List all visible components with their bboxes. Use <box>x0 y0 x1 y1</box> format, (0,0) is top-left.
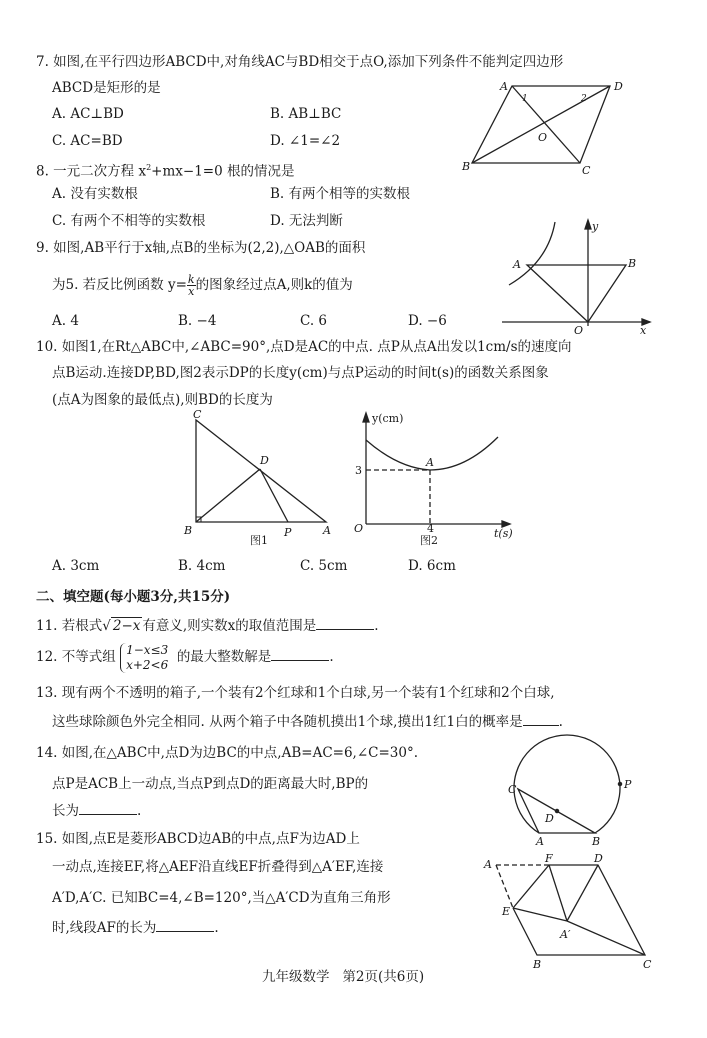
q7-option-b: B. AB⊥BC <box>270 106 342 122</box>
point-p <box>618 782 621 785</box>
q13-stem-2-text: 这些球除颜色外完全相同. 从两个箱子中各随机摸出1个球,摸出1红1白的概率是 <box>52 714 523 730</box>
q9-option-b: B. −4 <box>178 313 217 329</box>
label-c: C <box>643 958 652 971</box>
q7-option-d: D. ∠1=∠2 <box>270 133 341 149</box>
label-d: D <box>545 812 554 825</box>
q10-stem-2: 点B运动.连接DP,BD,图2表示DP的长度y(cm)与点P运动的时间t(s)的函数关系图象 <box>52 365 549 381</box>
segment-a1d <box>567 865 598 921</box>
q7-stem: 7. 如图,在平行四边形ABCD中,对角线AC与BD相交于点O,添加下列条件不能判定四边形 <box>36 54 564 70</box>
label-b: B <box>462 160 471 173</box>
q12-end: . <box>329 649 334 665</box>
label-x: x <box>640 324 647 337</box>
q12-ineq-2: x+2<6 <box>126 657 169 672</box>
q9-option-c: C. 6 <box>300 313 328 329</box>
label-a: A <box>500 80 508 93</box>
label-b: B <box>533 958 542 971</box>
q9-stem-post: 的图象经过点A,则k的值为 <box>195 277 353 293</box>
label-a-prime: A′ <box>560 928 571 941</box>
hyperbola-curve <box>509 222 555 285</box>
q13-stem: 13. 现有两个不透明的箱子,一个装有2个红球和1个白球,另一个装有1个红球和2个白球, <box>36 685 555 701</box>
q8-option-a: A. 没有实数根 <box>52 186 138 202</box>
q15-stem-3: A′D,A′C. 已知BC=4,∠B=120°,当△A′CD为直角三角形 <box>52 890 391 906</box>
dashed-ae <box>496 865 513 908</box>
label-p: P <box>624 778 632 791</box>
segment-bd <box>196 469 260 522</box>
q13-end: . <box>558 714 563 730</box>
q10-option-b: B. 4cm <box>178 558 226 574</box>
label-f: F <box>545 852 553 865</box>
sqrt-icon: √ <box>102 618 111 634</box>
circle-arc <box>514 735 620 833</box>
figure-2-caption: 图2 <box>420 534 438 547</box>
segment-ea1 <box>513 908 567 921</box>
label-d: D <box>594 852 603 865</box>
q8-exponent: 2 <box>146 163 152 172</box>
q15-end: . <box>214 920 219 936</box>
q9-option-a: A. 4 <box>52 313 79 329</box>
label-a: A <box>426 456 434 469</box>
q9-stem-pre: 为5. 若反比例函数 y= <box>52 277 187 293</box>
q15-stem: 15. 如图,点E是菱形ABCD边AB的中点,点F为边AD上 <box>36 831 360 847</box>
q8-option-d: D. 无法判断 <box>270 213 343 229</box>
q15-stem-2: 一动点,连接EF,将△AEF沿直线EF折叠得到△A′EF,连接 <box>52 859 384 875</box>
q7-stem-2: ABCD是矩形的是 <box>52 80 161 96</box>
section-title: 二、填空题(每小题3分,共15分) <box>36 589 231 605</box>
q15-figure <box>483 852 652 971</box>
label-e: E <box>502 905 511 918</box>
label-b: B <box>592 835 601 848</box>
point-d <box>555 809 558 812</box>
q11-pre: 11. 若根式 <box>36 618 103 634</box>
label-c: C <box>508 783 517 796</box>
q7-option-c: C. AC=BD <box>52 133 123 149</box>
q9-figure <box>502 220 650 337</box>
q7-figure <box>461 80 623 177</box>
page-footer: 九年级数学 第2页(共6页) <box>262 969 425 985</box>
label-o: O <box>354 522 364 535</box>
segment-ef <box>513 865 549 908</box>
q11-radicand: 2−x <box>112 618 141 634</box>
q10-option-d: D. 6cm <box>408 558 456 574</box>
label-o: O <box>574 324 584 337</box>
q10-option-c: C. 5cm <box>300 558 348 574</box>
q9-frac-num: k <box>187 273 195 286</box>
angle-1-label: 1 <box>522 94 528 104</box>
y-tick-3: 3 <box>355 464 362 477</box>
t-axis-label: t(s) <box>494 527 513 540</box>
q10-figure-2 <box>354 412 513 547</box>
y-axis-arrow-icon <box>363 413 369 422</box>
label-y: y <box>592 220 599 233</box>
q9-option-d: D. −6 <box>408 313 447 329</box>
segment-fa1 <box>549 865 567 921</box>
q8-stem-pre: 8. 一元二次方程 x <box>36 163 147 180</box>
q12-pre: 12. 不等式组 <box>36 649 116 665</box>
q14-stem-2: 点P是ACB上一动点,当点P到点D的距离最大时,BP的 <box>52 776 369 792</box>
label-b: B <box>628 257 637 270</box>
figure-1-caption: 图1 <box>250 534 268 547</box>
q14-figure <box>508 735 632 848</box>
q14-stem-3-text: 长为 <box>52 803 79 819</box>
angle-2-label: 2 <box>581 94 587 104</box>
label-o: O <box>538 131 548 144</box>
x-tick-4: 4 <box>427 522 434 535</box>
segment-a1c <box>567 921 645 955</box>
q14-stem: 14. 如图,在△ABC中,点D为边BC的中点,AB=AC=6,∠C=30°. <box>36 745 419 761</box>
q8-option-b: B. 有两个相等的实数根 <box>270 186 411 202</box>
q10-stem: 10. 如图1,在Rt△ABC中,∠ABC=90°,点D是AC的中点. 点P从点A出发以1cm/s的速度向 <box>36 339 572 355</box>
q7-option-a: A. AC⊥BD <box>52 106 124 122</box>
label-a: A <box>323 524 331 537</box>
y-axis-label: y(cm) <box>372 412 404 425</box>
q15-stem-4-text: 时,线段AF的长为 <box>52 920 157 936</box>
label-c: C <box>582 164 591 177</box>
q12-post: 的最大整数解是 <box>176 649 272 665</box>
segment-dp <box>260 469 288 522</box>
q11-post: 有意义,则实数x的取值范围是 <box>142 618 317 634</box>
label-d: D <box>260 454 269 467</box>
q9-stem: 9. 如图,AB平行于x轴,点B的坐标为(2,2),△OAB的面积 <box>36 240 366 256</box>
label-p: P <box>284 526 292 539</box>
label-c: C <box>193 408 202 421</box>
q10-stem-3: (点A为图象的最低点),则BD的长度为 <box>52 392 273 408</box>
q9-frac-den: x <box>188 285 195 298</box>
q14-end: . <box>137 803 142 819</box>
label-a: A <box>513 258 521 271</box>
y-axis-arrow-icon <box>585 220 591 229</box>
rhombus-outline <box>513 865 645 955</box>
label-b: B <box>184 524 193 537</box>
label-d: D <box>614 80 623 93</box>
triangle-oab <box>527 265 626 322</box>
q8-stem-post: +mx−1=0 根的情况是 <box>151 163 295 180</box>
q8-option-c: C. 有两个不相等的实数根 <box>52 213 206 229</box>
label-a: A <box>536 835 544 848</box>
q11-end: . <box>374 618 379 634</box>
q10-option-a: A. 3cm <box>52 558 100 574</box>
q12-ineq-1: 1−x≤3 <box>126 642 169 657</box>
q10-figure-1 <box>183 408 331 547</box>
label-a: A <box>484 858 492 871</box>
